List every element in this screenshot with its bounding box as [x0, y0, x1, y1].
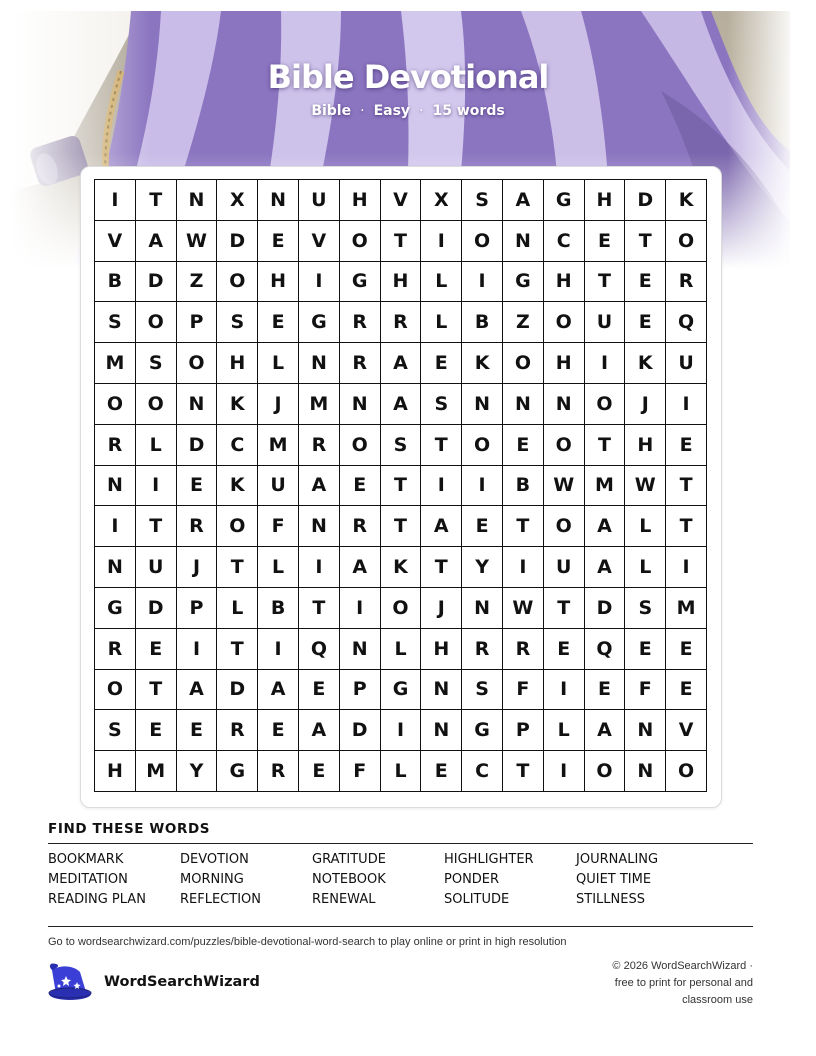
grid-cell[interactable]: N [177, 384, 218, 425]
grid-cell[interactable]: A [136, 221, 177, 262]
grid-cell[interactable]: S [136, 343, 177, 384]
copyright-line: classroom use [682, 994, 753, 1006]
grid-cell[interactable]: T [585, 262, 626, 303]
grid-cell[interactable]: E [258, 302, 299, 343]
grid-cell[interactable]: E [299, 670, 340, 711]
grid-cell[interactable]: T [666, 466, 707, 507]
grid-cell[interactable]: H [421, 629, 462, 670]
grid-cell[interactable]: G [462, 710, 503, 751]
grid-cell[interactable]: E [625, 302, 666, 343]
grid-cell[interactable]: U [666, 343, 707, 384]
grid-cell[interactable]: U [544, 547, 585, 588]
grid-cell[interactable]: T [421, 425, 462, 466]
grid-cell[interactable]: O [544, 302, 585, 343]
grid-cell[interactable]: W [625, 466, 666, 507]
grid-cell[interactable]: E [585, 221, 626, 262]
grid-cell[interactable]: Z [177, 262, 218, 303]
grid-cell[interactable]: R [299, 425, 340, 466]
grid-cell[interactable]: N [95, 466, 136, 507]
grid-cell[interactable]: A [381, 343, 422, 384]
grid-cell[interactable]: E [544, 629, 585, 670]
grid-cell[interactable]: B [503, 466, 544, 507]
grid-cell[interactable]: O [95, 384, 136, 425]
grid-cell[interactable]: I [585, 343, 626, 384]
grid-cell[interactable]: F [340, 751, 381, 792]
grid-cell[interactable]: N [462, 384, 503, 425]
grid-cell[interactable]: A [585, 710, 626, 751]
grid-cell[interactable]: T [666, 506, 707, 547]
grid-cell[interactable]: O [544, 506, 585, 547]
grid-cell[interactable]: J [177, 547, 218, 588]
grid-cell[interactable]: G [503, 262, 544, 303]
word-list-item: MEDITATION [48, 872, 128, 887]
grid-cell[interactable]: T [585, 425, 626, 466]
word-list-item: BOOKMARK [48, 852, 124, 867]
grid-cell[interactable]: L [421, 302, 462, 343]
grid-cell[interactable]: I [544, 751, 585, 792]
grid-cell[interactable]: O [585, 751, 626, 792]
grid-cell[interactable]: O [136, 302, 177, 343]
grid-cell[interactable]: K [381, 547, 422, 588]
grid-cell[interactable]: P [177, 588, 218, 629]
grid-cell[interactable]: L [625, 547, 666, 588]
grid-cell[interactable]: U [299, 180, 340, 221]
grid-cell[interactable]: T [503, 751, 544, 792]
word-list-item: GRATITUDE [312, 852, 386, 867]
grid-cell[interactable]: P [503, 710, 544, 751]
grid-cell[interactable]: J [421, 588, 462, 629]
grid-cell[interactable]: F [258, 506, 299, 547]
grid-cell[interactable]: A [381, 384, 422, 425]
grid-cell[interactable]: B [258, 588, 299, 629]
grid-cell[interactable]: M [258, 425, 299, 466]
grid-cell[interactable]: T [136, 670, 177, 711]
grid-cell[interactable]: L [217, 588, 258, 629]
grid-cell[interactable]: O [462, 221, 503, 262]
grid-cell[interactable]: M [136, 751, 177, 792]
word-list-heading: FIND THESE WORDS [48, 821, 211, 837]
grid-cell[interactable]: J [258, 384, 299, 425]
grid-cell[interactable]: B [462, 302, 503, 343]
grid-cell[interactable]: N [299, 506, 340, 547]
grid-cell[interactable]: R [177, 506, 218, 547]
grid-cell[interactable]: R [503, 629, 544, 670]
grid-cell[interactable]: N [95, 547, 136, 588]
grid-cell[interactable]: U [585, 302, 626, 343]
wizard-hat-icon [46, 962, 92, 1002]
grid-cell[interactable]: I [544, 670, 585, 711]
separator-dot: · [360, 103, 365, 119]
copyright-notice [563, 958, 753, 1009]
grid-cell[interactable]: E [462, 506, 503, 547]
grid-cell[interactable]: E [299, 751, 340, 792]
grid-cell[interactable]: L [544, 710, 585, 751]
grid-cell[interactable]: R [381, 302, 422, 343]
grid-cell[interactable]: V [95, 221, 136, 262]
grid-cell[interactable]: U [258, 466, 299, 507]
grid-cell[interactable]: X [217, 180, 258, 221]
grid-cell[interactable]: E [340, 466, 381, 507]
grid-cell[interactable]: K [625, 343, 666, 384]
grid-cell[interactable]: A [299, 466, 340, 507]
footer-divider [48, 926, 753, 927]
grid-cell[interactable]: O [544, 425, 585, 466]
grid-cell[interactable]: E [421, 751, 462, 792]
meta-category: Bible [311, 103, 352, 119]
grid-cell[interactable]: E [503, 425, 544, 466]
grid-cell[interactable]: I [503, 547, 544, 588]
grid-cell[interactable]: D [340, 710, 381, 751]
copyright-line: © 2026 WordSearchWizard · [612, 960, 753, 972]
grid-cell[interactable]: I [136, 466, 177, 507]
grid-cell[interactable]: A [421, 506, 462, 547]
grid-cell[interactable]: S [462, 670, 503, 711]
grid-cell[interactable]: D [136, 262, 177, 303]
grid-cell[interactable]: V [299, 221, 340, 262]
meta-word-count: 15 words [432, 103, 505, 119]
grid-cell[interactable]: N [340, 629, 381, 670]
brand-name: WordSearchWizard [104, 974, 260, 990]
word-list-item: NOTEBOOK [312, 872, 386, 887]
letter-grid [94, 179, 707, 792]
grid-cell[interactable]: N [258, 180, 299, 221]
grid-cell[interactable]: M [666, 588, 707, 629]
grid-cell[interactable]: J [625, 384, 666, 425]
grid-cell[interactable]: E [177, 710, 218, 751]
grid-cell[interactable]: T [217, 547, 258, 588]
grid-cell[interactable]: C [544, 221, 585, 262]
grid-cell[interactable]: D [217, 221, 258, 262]
grid-cell[interactable]: L [625, 506, 666, 547]
grid-cell[interactable]: E [136, 710, 177, 751]
grid-cell[interactable]: L [136, 425, 177, 466]
grid-cell[interactable]: T [381, 506, 422, 547]
grid-cell[interactable]: O [666, 221, 707, 262]
grid-cell[interactable]: A [258, 670, 299, 711]
grid-cell[interactable]: C [217, 425, 258, 466]
grid-cell[interactable]: R [340, 302, 381, 343]
grid-cell[interactable]: B [95, 262, 136, 303]
grid-cell[interactable]: E [136, 629, 177, 670]
word-list-item: MORNING [180, 872, 244, 887]
grid-cell[interactable]: O [340, 221, 381, 262]
grid-cell[interactable]: M [299, 384, 340, 425]
grid-cell[interactable]: O [136, 384, 177, 425]
grid-cell[interactable]: E [258, 710, 299, 751]
grid-cell[interactable]: G [95, 588, 136, 629]
grid-cell[interactable]: D [585, 588, 626, 629]
grid-cell[interactable]: D [625, 180, 666, 221]
grid-cell[interactable]: I [299, 262, 340, 303]
word-list-item: READING PLAN [48, 892, 146, 907]
grid-cell[interactable]: T [503, 506, 544, 547]
grid-cell[interactable]: E [666, 425, 707, 466]
grid-cell[interactable]: I [299, 547, 340, 588]
puzzle-meta [0, 103, 816, 119]
grid-cell[interactable]: E [585, 670, 626, 711]
grid-cell[interactable]: Y [462, 547, 503, 588]
grid-cell[interactable]: D [136, 588, 177, 629]
word-list-divider [48, 843, 753, 844]
word-list-item: DEVOTION [180, 852, 249, 867]
separator-dot: · [419, 103, 424, 119]
grid-cell[interactable]: H [585, 180, 626, 221]
grid-cell[interactable]: Y [177, 751, 218, 792]
grid-cell[interactable]: N [340, 384, 381, 425]
grid-cell[interactable]: N [503, 221, 544, 262]
grid-cell[interactable]: K [462, 343, 503, 384]
grid-cell[interactable]: O [217, 262, 258, 303]
grid-cell[interactable]: S [381, 425, 422, 466]
grid-cell[interactable]: K [217, 466, 258, 507]
grid-cell[interactable]: G [299, 302, 340, 343]
grid-cell[interactable]: I [95, 180, 136, 221]
grid-cell[interactable]: R [258, 751, 299, 792]
grid-cell[interactable]: A [340, 547, 381, 588]
grid-cell[interactable]: W [177, 221, 218, 262]
grid-cell[interactable]: L [381, 629, 422, 670]
grid-cell[interactable]: I [340, 588, 381, 629]
grid-cell[interactable]: O [666, 751, 707, 792]
grid-cell[interactable]: P [177, 302, 218, 343]
grid-cell[interactable]: T [381, 466, 422, 507]
grid-cell[interactable]: G [381, 670, 422, 711]
grid-cell[interactable]: S [95, 302, 136, 343]
grid-cell[interactable]: O [177, 343, 218, 384]
grid-cell[interactable]: O [503, 343, 544, 384]
word-list-item: QUIET TIME [576, 872, 652, 887]
grid-cell[interactable]: P [340, 670, 381, 711]
word-list [48, 852, 708, 908]
grid-cell[interactable]: H [340, 180, 381, 221]
grid-cell[interactable]: I [666, 384, 707, 425]
grid-cell[interactable]: U [136, 547, 177, 588]
word-list-item: STILLNESS [576, 892, 645, 907]
grid-cell[interactable]: A [585, 547, 626, 588]
brand [46, 962, 260, 1002]
grid-cell[interactable]: K [217, 384, 258, 425]
grid-cell[interactable]: O [462, 425, 503, 466]
grid-cell[interactable]: Z [503, 302, 544, 343]
grid-cell[interactable]: L [258, 547, 299, 588]
grid-cell[interactable]: H [544, 343, 585, 384]
grid-cell[interactable]: L [381, 751, 422, 792]
grid-cell[interactable]: D [177, 425, 218, 466]
word-list-item: HIGHLIGHTER [444, 852, 534, 867]
word-list-item: JOURNALING [576, 852, 659, 867]
grid-cell[interactable]: L [421, 262, 462, 303]
grid-cell[interactable]: I [421, 221, 462, 262]
grid-cell[interactable]: D [217, 670, 258, 711]
puzzle-title: Bible Devotional [267, 58, 549, 96]
grid-cell[interactable]: R [217, 710, 258, 751]
grid-cell[interactable]: H [258, 262, 299, 303]
grid-cell[interactable]: E [177, 466, 218, 507]
grid-cell[interactable]: N [421, 670, 462, 711]
grid-cell[interactable]: H [217, 343, 258, 384]
grid-cell[interactable]: T [625, 221, 666, 262]
grid-cell[interactable]: I [381, 710, 422, 751]
grid-cell[interactable]: R [340, 506, 381, 547]
grid-cell[interactable]: E [421, 343, 462, 384]
online-link-text[interactable]: Go to wordsearchwizard.com/puzzles/bible-devotional-word-search to play online or print in high resolution [48, 936, 567, 948]
grid-cell[interactable]: O [585, 384, 626, 425]
grid-cell[interactable]: I [666, 547, 707, 588]
grid-cell[interactable]: R [95, 629, 136, 670]
grid-cell[interactable]: G [340, 262, 381, 303]
grid-cell[interactable]: S [421, 384, 462, 425]
grid-cell[interactable]: C [462, 751, 503, 792]
grid-cell[interactable]: V [381, 180, 422, 221]
grid-cell[interactable]: E [258, 221, 299, 262]
grid-cell[interactable]: H [625, 425, 666, 466]
grid-cell[interactable]: N [625, 710, 666, 751]
grid-cell[interactable]: O [340, 425, 381, 466]
grid-cell[interactable]: R [462, 629, 503, 670]
grid-cell[interactable]: W [544, 466, 585, 507]
grid-cell[interactable]: L [258, 343, 299, 384]
grid-cell[interactable]: S [462, 180, 503, 221]
grid-cell[interactable]: N [299, 343, 340, 384]
grid-cell[interactable]: T [381, 221, 422, 262]
grid-cell[interactable]: I [462, 262, 503, 303]
grid-cell[interactable]: Q [585, 629, 626, 670]
grid-cell[interactable]: T [136, 180, 177, 221]
grid-cell[interactable]: E [625, 629, 666, 670]
grid-cell[interactable]: F [625, 670, 666, 711]
grid-cell[interactable]: K [666, 180, 707, 221]
grid-cell[interactable]: O [381, 588, 422, 629]
grid-cell[interactable]: Q [299, 629, 340, 670]
grid-cell[interactable]: I [258, 629, 299, 670]
grid-cell[interactable]: N [625, 751, 666, 792]
grid-cell[interactable]: X [421, 180, 462, 221]
grid-cell[interactable]: F [503, 670, 544, 711]
grid-cell[interactable]: A [585, 506, 626, 547]
word-list-item: SOLITUDE [444, 892, 510, 907]
grid-cell[interactable]: N [503, 384, 544, 425]
grid-cell[interactable]: R [95, 425, 136, 466]
grid-cell[interactable]: H [95, 751, 136, 792]
grid-cell[interactable]: H [381, 262, 422, 303]
copyright-line: free to print for personal and [614, 977, 753, 989]
grid-cell[interactable]: R [666, 262, 707, 303]
grid-cell[interactable]: T [136, 506, 177, 547]
grid-cell[interactable]: E [625, 262, 666, 303]
grid-cell[interactable]: I [421, 466, 462, 507]
grid-cell[interactable]: G [217, 751, 258, 792]
grid-cell[interactable]: M [585, 466, 626, 507]
grid-cell[interactable]: I [177, 629, 218, 670]
grid-cell[interactable]: H [544, 262, 585, 303]
grid-cell[interactable]: N [462, 588, 503, 629]
grid-cell[interactable]: A [503, 180, 544, 221]
grid-cell[interactable]: T [544, 588, 585, 629]
grid-cell[interactable]: M [95, 343, 136, 384]
grid-cell[interactable]: T [217, 629, 258, 670]
grid-cell[interactable]: I [462, 466, 503, 507]
grid-cell[interactable]: V [666, 710, 707, 751]
grid-cell[interactable]: E [666, 670, 707, 711]
grid-cell[interactable]: E [666, 629, 707, 670]
grid-cell[interactable]: S [625, 588, 666, 629]
grid-cell[interactable]: A [177, 670, 218, 711]
grid-cell[interactable]: N [544, 384, 585, 425]
grid-cell[interactable]: G [544, 180, 585, 221]
grid-cell[interactable]: N [421, 710, 462, 751]
word-list-item: PONDER [444, 872, 500, 887]
grid-cell[interactable]: I [95, 506, 136, 547]
word-list-item: REFLECTION [180, 892, 261, 907]
grid-cell[interactable]: T [421, 547, 462, 588]
grid-cell[interactable]: S [217, 302, 258, 343]
grid-cell[interactable]: R [340, 343, 381, 384]
word-list-item: RENEWAL [312, 892, 376, 907]
grid-cell[interactable]: T [299, 588, 340, 629]
grid-cell[interactable]: A [299, 710, 340, 751]
meta-difficulty: Easy [373, 103, 411, 119]
grid-cell[interactable]: O [95, 670, 136, 711]
grid-cell[interactable]: N [177, 180, 218, 221]
grid-cell[interactable]: W [503, 588, 544, 629]
grid-cell[interactable]: O [217, 506, 258, 547]
grid-cell[interactable]: S [95, 710, 136, 751]
grid-cell[interactable]: Q [666, 302, 707, 343]
